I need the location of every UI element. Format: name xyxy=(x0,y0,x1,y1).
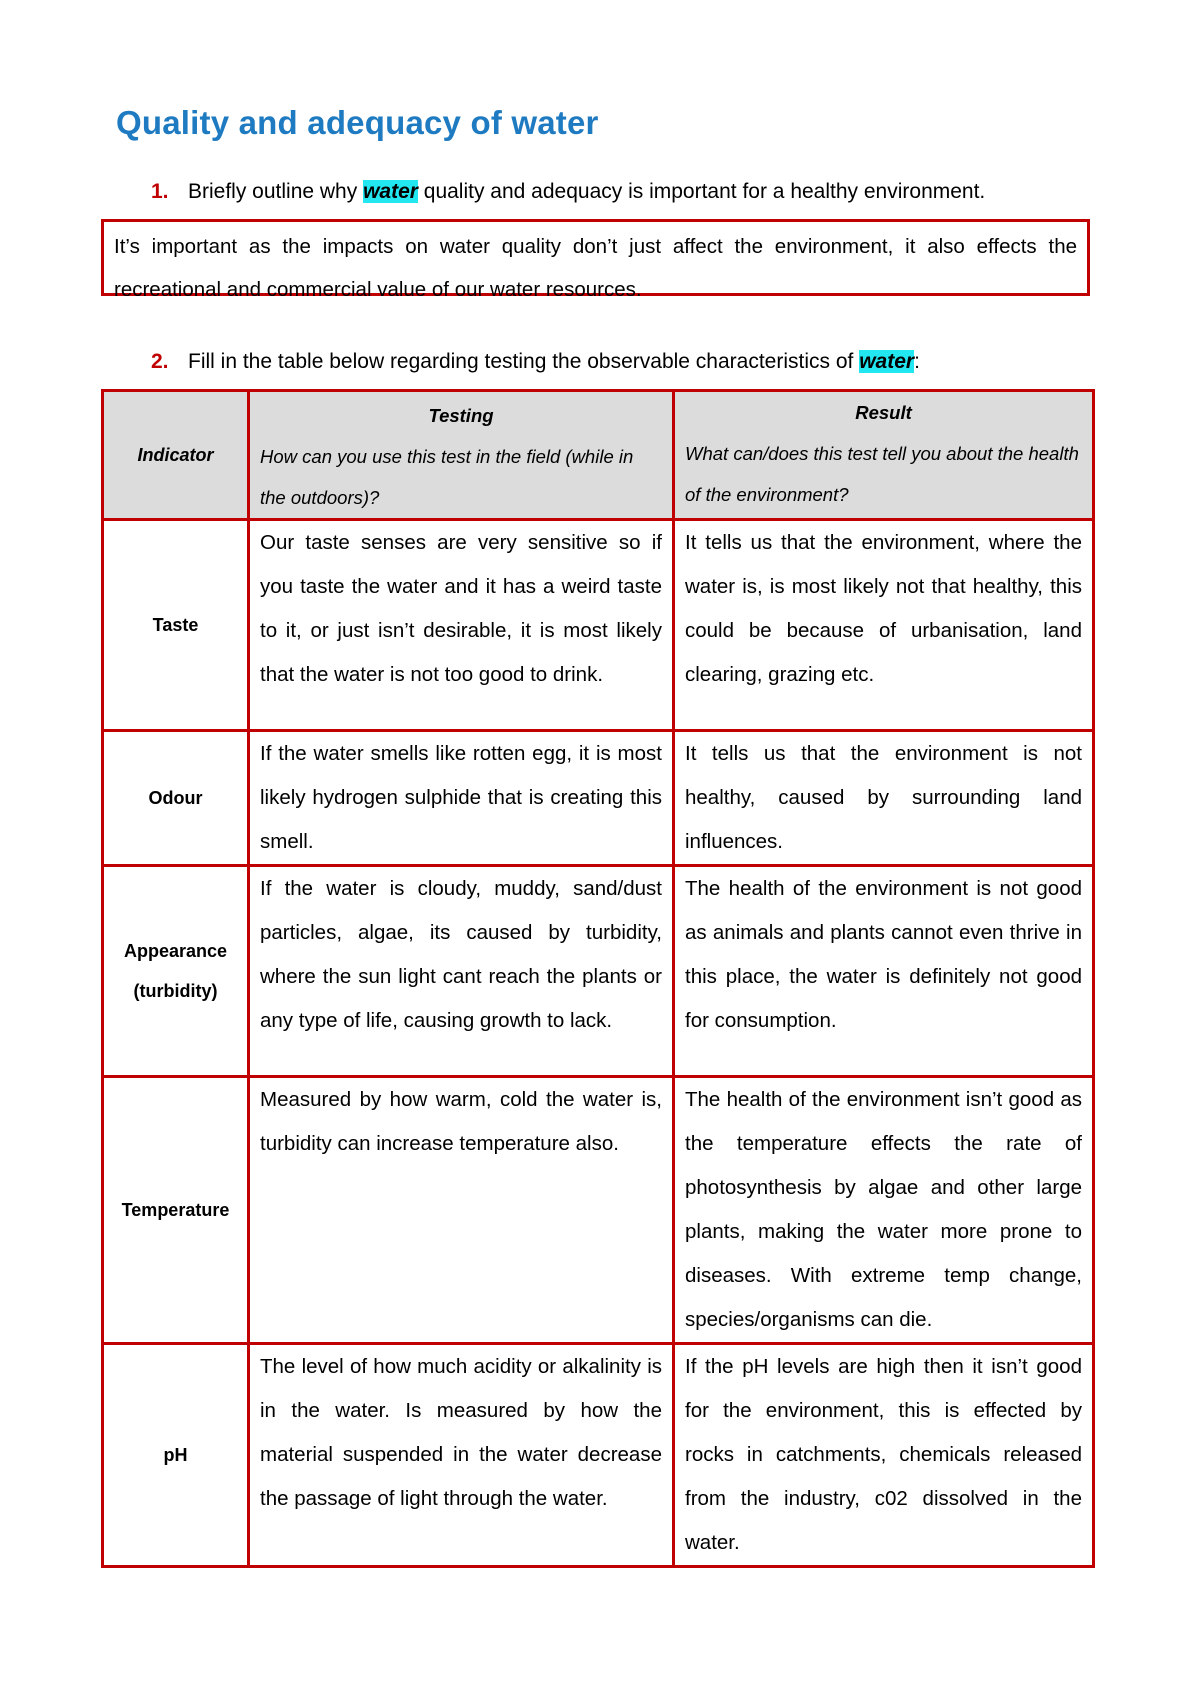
table-row xyxy=(103,1077,1094,1344)
row-indicator: pH xyxy=(103,1344,249,1567)
characteristics-table xyxy=(101,389,1095,1568)
table-row xyxy=(103,866,1094,1077)
header-testing-title: Testing xyxy=(428,405,494,426)
row-indicator: Temperature xyxy=(103,1077,249,1344)
row-testing: The level of how much acidity or alkalinity is in the water. Is measured by how the material suspended in the water decrease the passage of light through the water. xyxy=(249,1344,674,1567)
header-result-subtitle: What can/does this test tell you about the health of the environment? xyxy=(685,443,1079,505)
row-result: The health of the environment isn’t good as the temperature effects the rate of photosynthesis by algae and other large plants, making the water more prone to diseases. With extreme temp change, species/organisms can die. xyxy=(674,1077,1094,1344)
row-result: The health of the environment is not good as animals and plants cannot even thrive in this place, the water is definitely not good for consumption. xyxy=(674,866,1094,1077)
row-testing: Measured by how warm, cold the water is, turbidity can increase temperature also. xyxy=(249,1077,674,1344)
header-testing-subtitle: How can you use this test in the field (while in the outdoors)? xyxy=(260,446,634,508)
question-2-number: 2. xyxy=(151,350,169,373)
row-result: If the pH levels are high then it isn’t good for the environment, this is effected by rocks in catchments, chemicals released from the industry, c02 dissolved in the water. xyxy=(674,1344,1094,1567)
table-row xyxy=(103,1344,1094,1567)
question-1-text: Briefly outline why water quality and adequacy is important for a healthy environment. xyxy=(188,180,986,203)
table-row xyxy=(103,520,1094,731)
header-result-title: Result xyxy=(855,402,912,423)
row-indicator: Odour xyxy=(103,731,249,866)
row-testing: If the water smells like rotten egg, it is most likely hydrogen sulphide that is creating this smell. xyxy=(249,731,674,866)
header-result xyxy=(674,391,1094,520)
row-testing: Our taste senses are very sensitive so if you taste the water and it has a weird taste to it, or just isn’t desirable, it is most likely that the water is not too good to drink. xyxy=(249,520,674,731)
row-testing: If the water is cloudy, muddy, sand/dust particles, algae, its caused by turbidity, where the sun light cant reach the plants or any type of life, causing growth to lack. xyxy=(249,866,674,1077)
table-row xyxy=(103,731,1094,866)
highlighted-word: water xyxy=(859,350,915,373)
row-result: It tells us that the environment, where the water is, is most likely not that healthy, this could be because of urbanisation, land clearing, grazing etc. xyxy=(674,520,1094,731)
row-result: It tells us that the environment is not healthy, caused by surrounding land influences. xyxy=(674,731,1094,866)
row-indicator: Taste xyxy=(103,520,249,731)
row-indicator: Appearance (turbidity) xyxy=(103,866,249,1077)
answer-1-box: It’s important as the impacts on water quality don’t just affect the environment, it also effects the recreational and commercial value of our water resources. xyxy=(101,219,1090,296)
header-indicator: Indicator xyxy=(103,391,249,520)
question-2-text: Fill in the table below regarding testing the observable characteristics of water: xyxy=(188,350,920,373)
question-1-number: 1. xyxy=(151,180,169,203)
header-testing xyxy=(249,391,674,520)
page-title: Quality and adequacy of water xyxy=(116,104,599,141)
table-header-row xyxy=(103,391,1094,520)
highlighted-word: water xyxy=(363,180,418,203)
